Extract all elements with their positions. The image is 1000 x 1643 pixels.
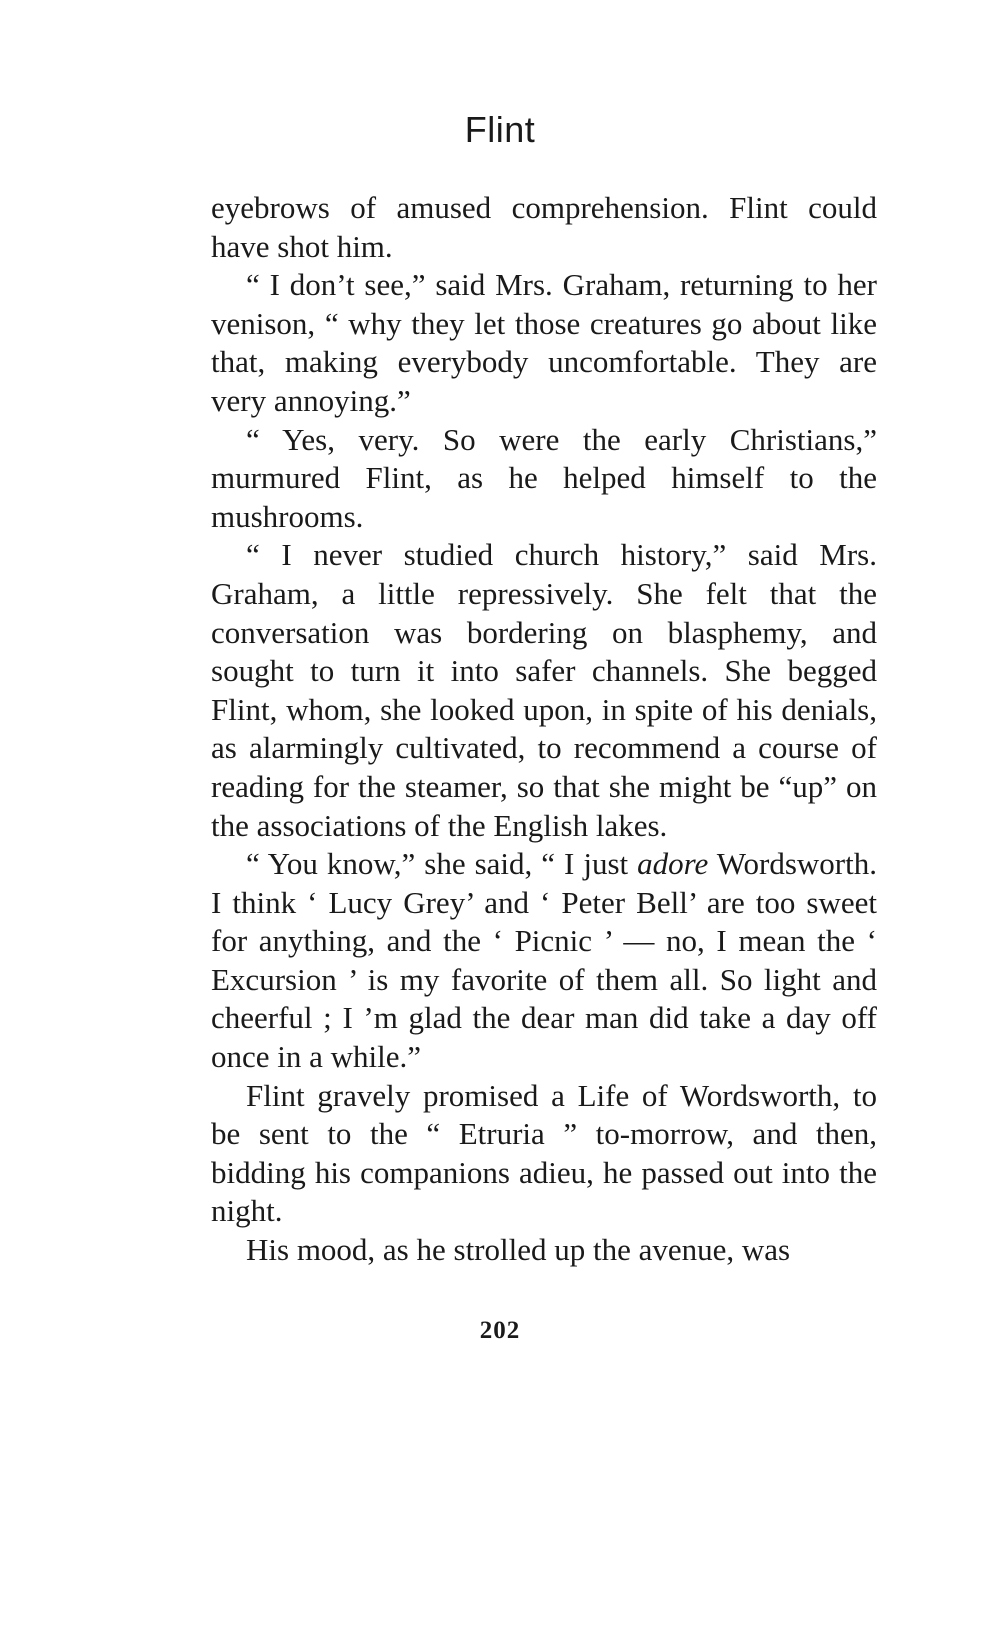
paragraph: Flint gravely promised a Life of Wordsworth, to be sent to the “ Etruria ” to-morrow, and then, bidding his companions adieu, he passed out into the night. — [211, 1077, 877, 1229]
emphasis-word: adore — [637, 846, 709, 882]
paragraph-wordsworth — [211, 845, 877, 1077]
body-text — [211, 189, 877, 1270]
paragraph: “ Yes, very. So were the early Christians,” murmured Flint, as he helped himself to the mushrooms. — [211, 421, 877, 534]
paragraph-rest: Wordsworth. I think ‘ Lucy Grey’ and ‘ Peter Bell’ are too sweet for anything, and the ‘ Picnic ’ — no, I mean the ‘ Excursion ’ is my favorite of them all. So light and cheerful ; I ’m glad the dear man did take a day off once in a while.” — [211, 846, 877, 1075]
paragraph-last-line: His mood, as he strolled up the avenue, was — [246, 1232, 791, 1268]
page-number: 202 — [479, 1317, 521, 1344]
paragraph: “ I don’t see,” said Mrs. Graham, returning to her venison, “ why they let those creatures go about like that, making everybody uncomfortable. They are very annoying.” — [211, 267, 877, 418]
paragraph-continued: eyebrows of amused comprehension. Flint could have shot him. — [211, 190, 877, 264]
paragraph-lead: “ You know,” she said, “ I just — [246, 846, 638, 882]
paragraph: “ I never studied church history,” said Mrs. Graham, a little repressively. She felt that the conversation was bordering on blasphemy, and sought to turn it into safer channels. She begged Flint, whom, she looked upon, in spite of his denials, as alarmingly cultivated, to recommend a course of reading for the steamer, so that she might be “up” on the associations of the English lakes. — [211, 537, 877, 843]
running-head: Flint — [464, 109, 536, 150]
